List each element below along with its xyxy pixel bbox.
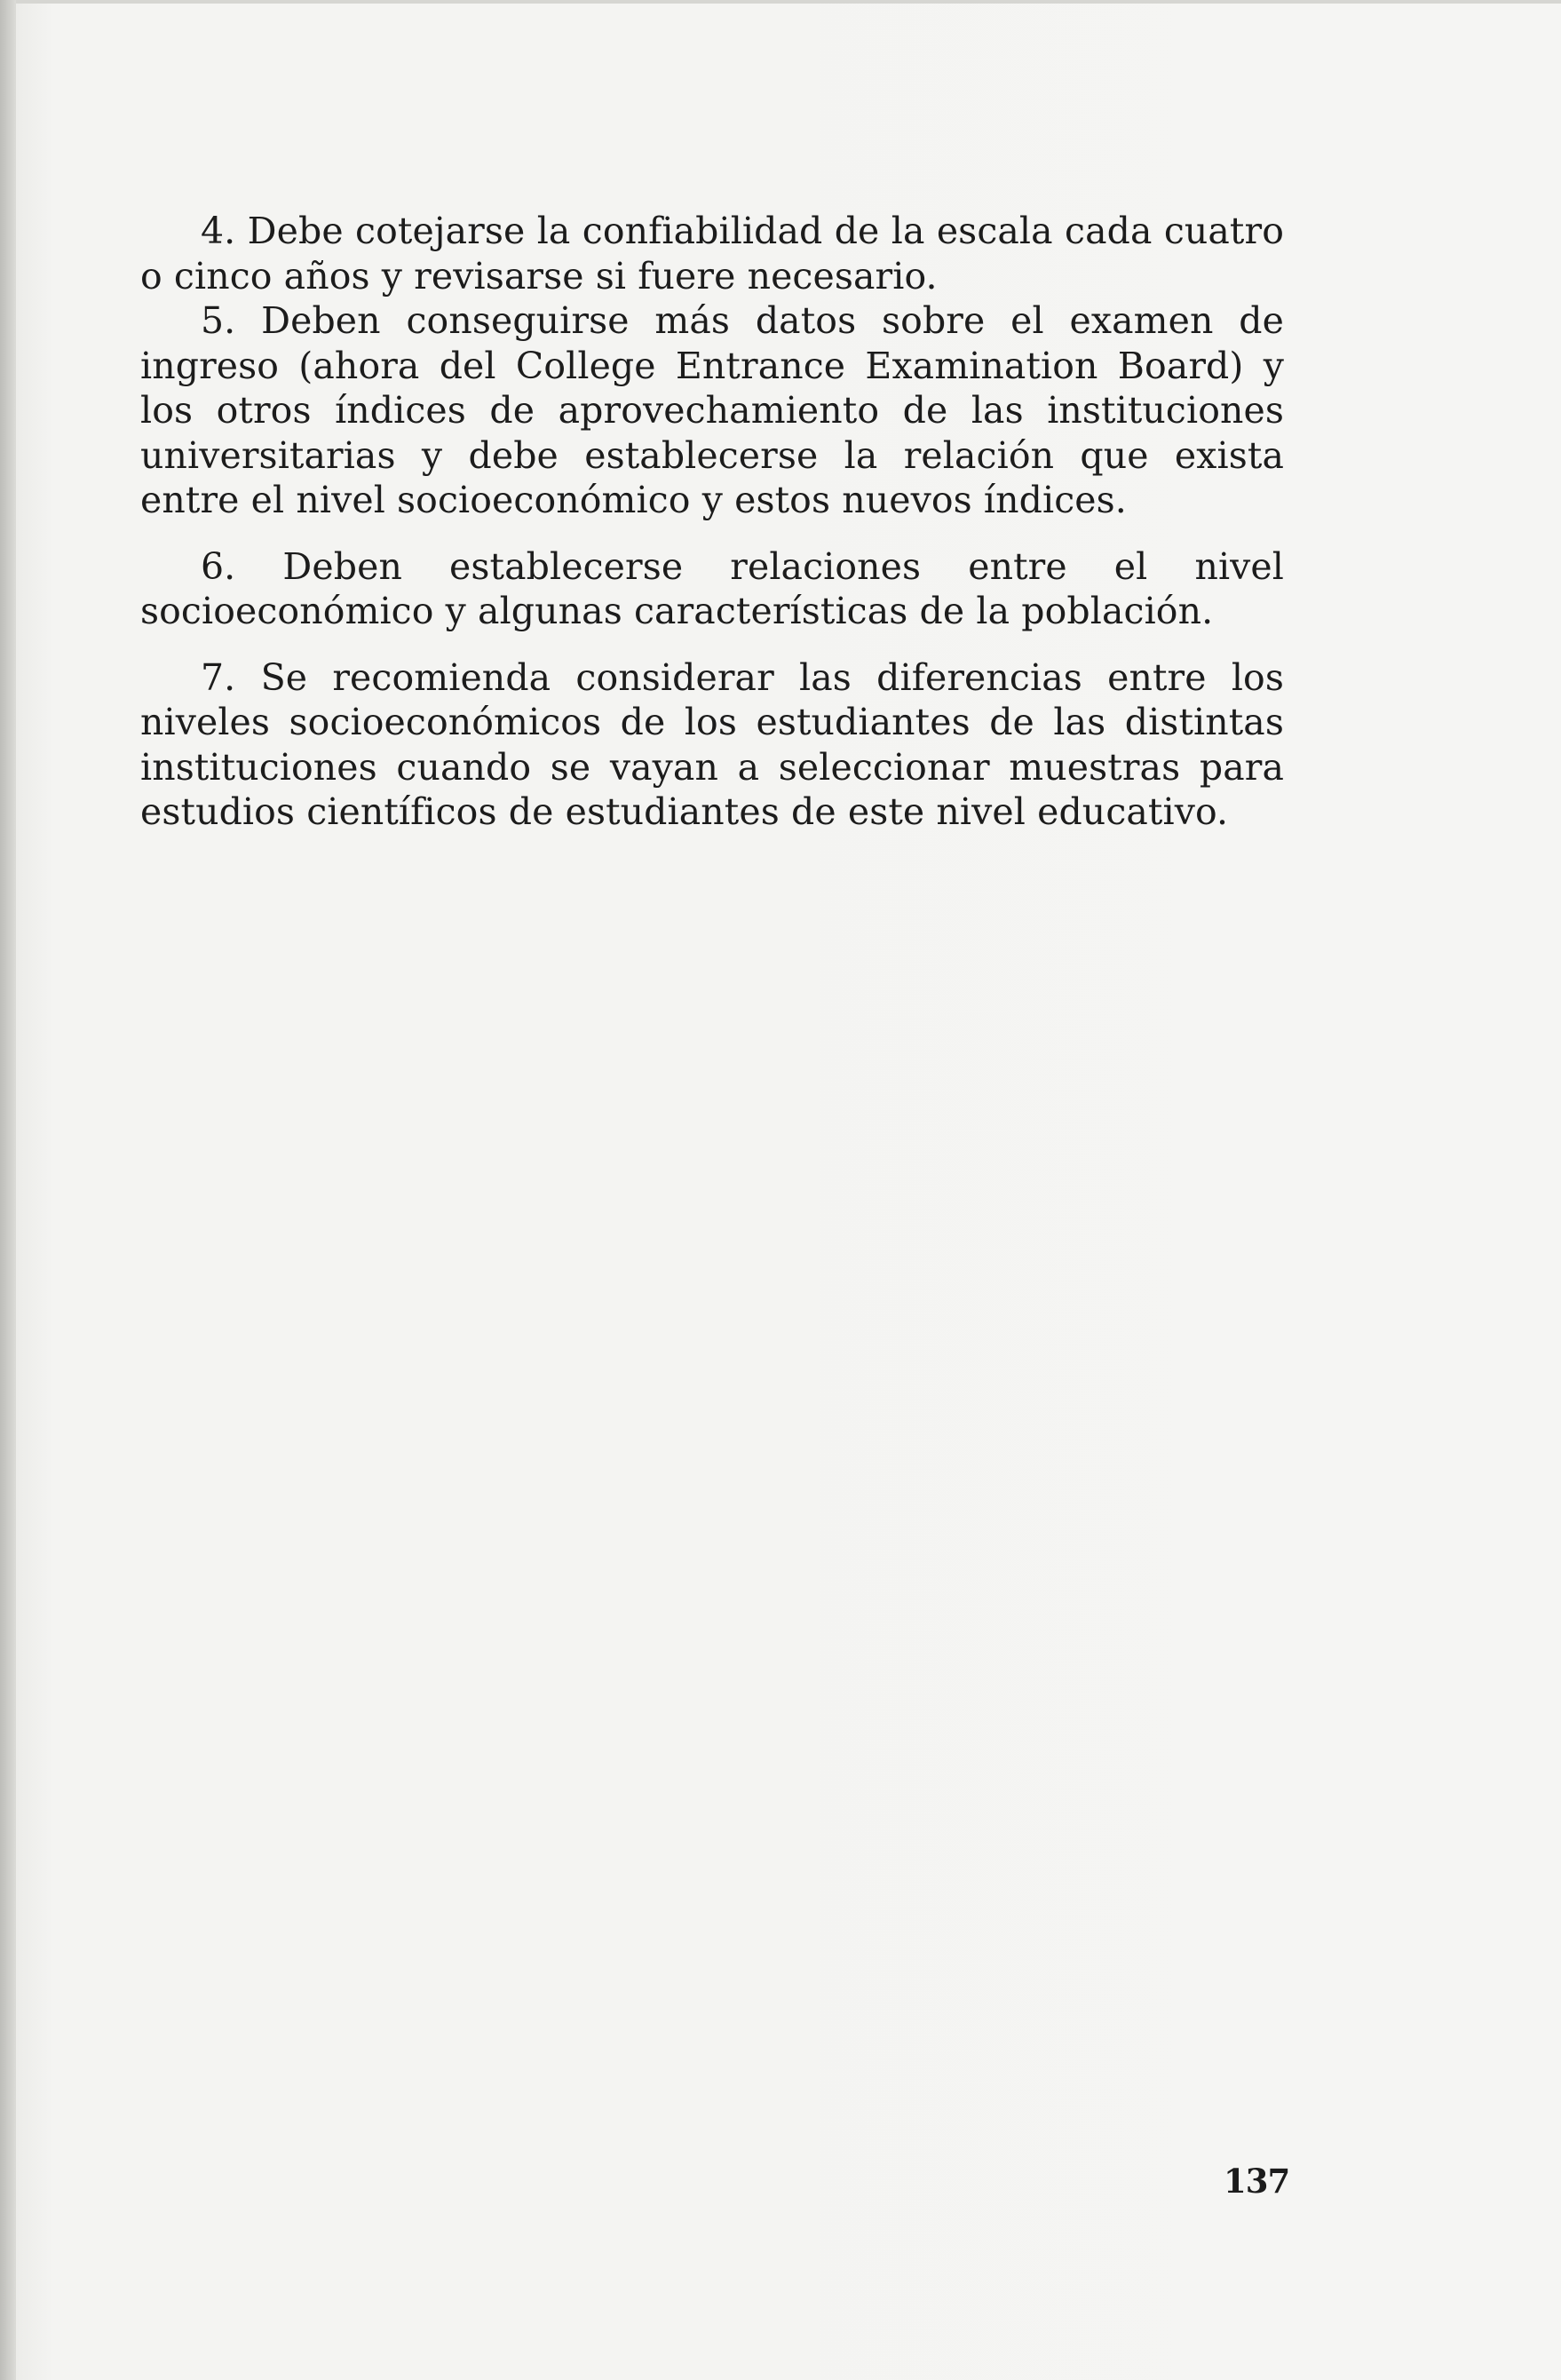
recommendation-6 [140,544,1284,634]
recommendation-text: Deben conseguirse más datos sobre el examen de ingreso (ahora del College Entrance Examination Board) y los otros índices de aprovechamiento de las instituciones universitarias y debe establecerse la relación que exista entre el nivel socioeconómico y estos nuevos índices. [140,299,1284,521]
page-binding-edge [0,0,16,2380]
recommendation-text: Deben establecerse relaciones entre el nivel socioeconómico y algunas características de la población. [140,544,1285,632]
recommendation-7 [140,655,1284,835]
recommendation-number: 5. [201,299,236,342]
recommendation-5 [140,298,1284,523]
recommendation-number: 7. [201,655,236,699]
recommendation-number: 4. [201,210,236,252]
recommendation-number: 6. [201,544,236,588]
recommendation-text: Debe cotejarse la confiabilidad de la escala cada cuatro o cinco años y revisarse si fuere necesario. [140,210,1284,298]
page-top-edge [0,0,1561,4]
recommendation-text: Se recomienda considerar las diferencias entre los niveles socioeconómicos de los estudiantes de las distintas instituciones cuando se vayan a seleccionar muestras para estudios científicos de estudiantes de este nivel educativo. [140,655,1284,833]
recommendations-list [140,209,1284,835]
page-number: 137 [1224,2162,1290,2201]
recommendation-4 [140,209,1284,298]
